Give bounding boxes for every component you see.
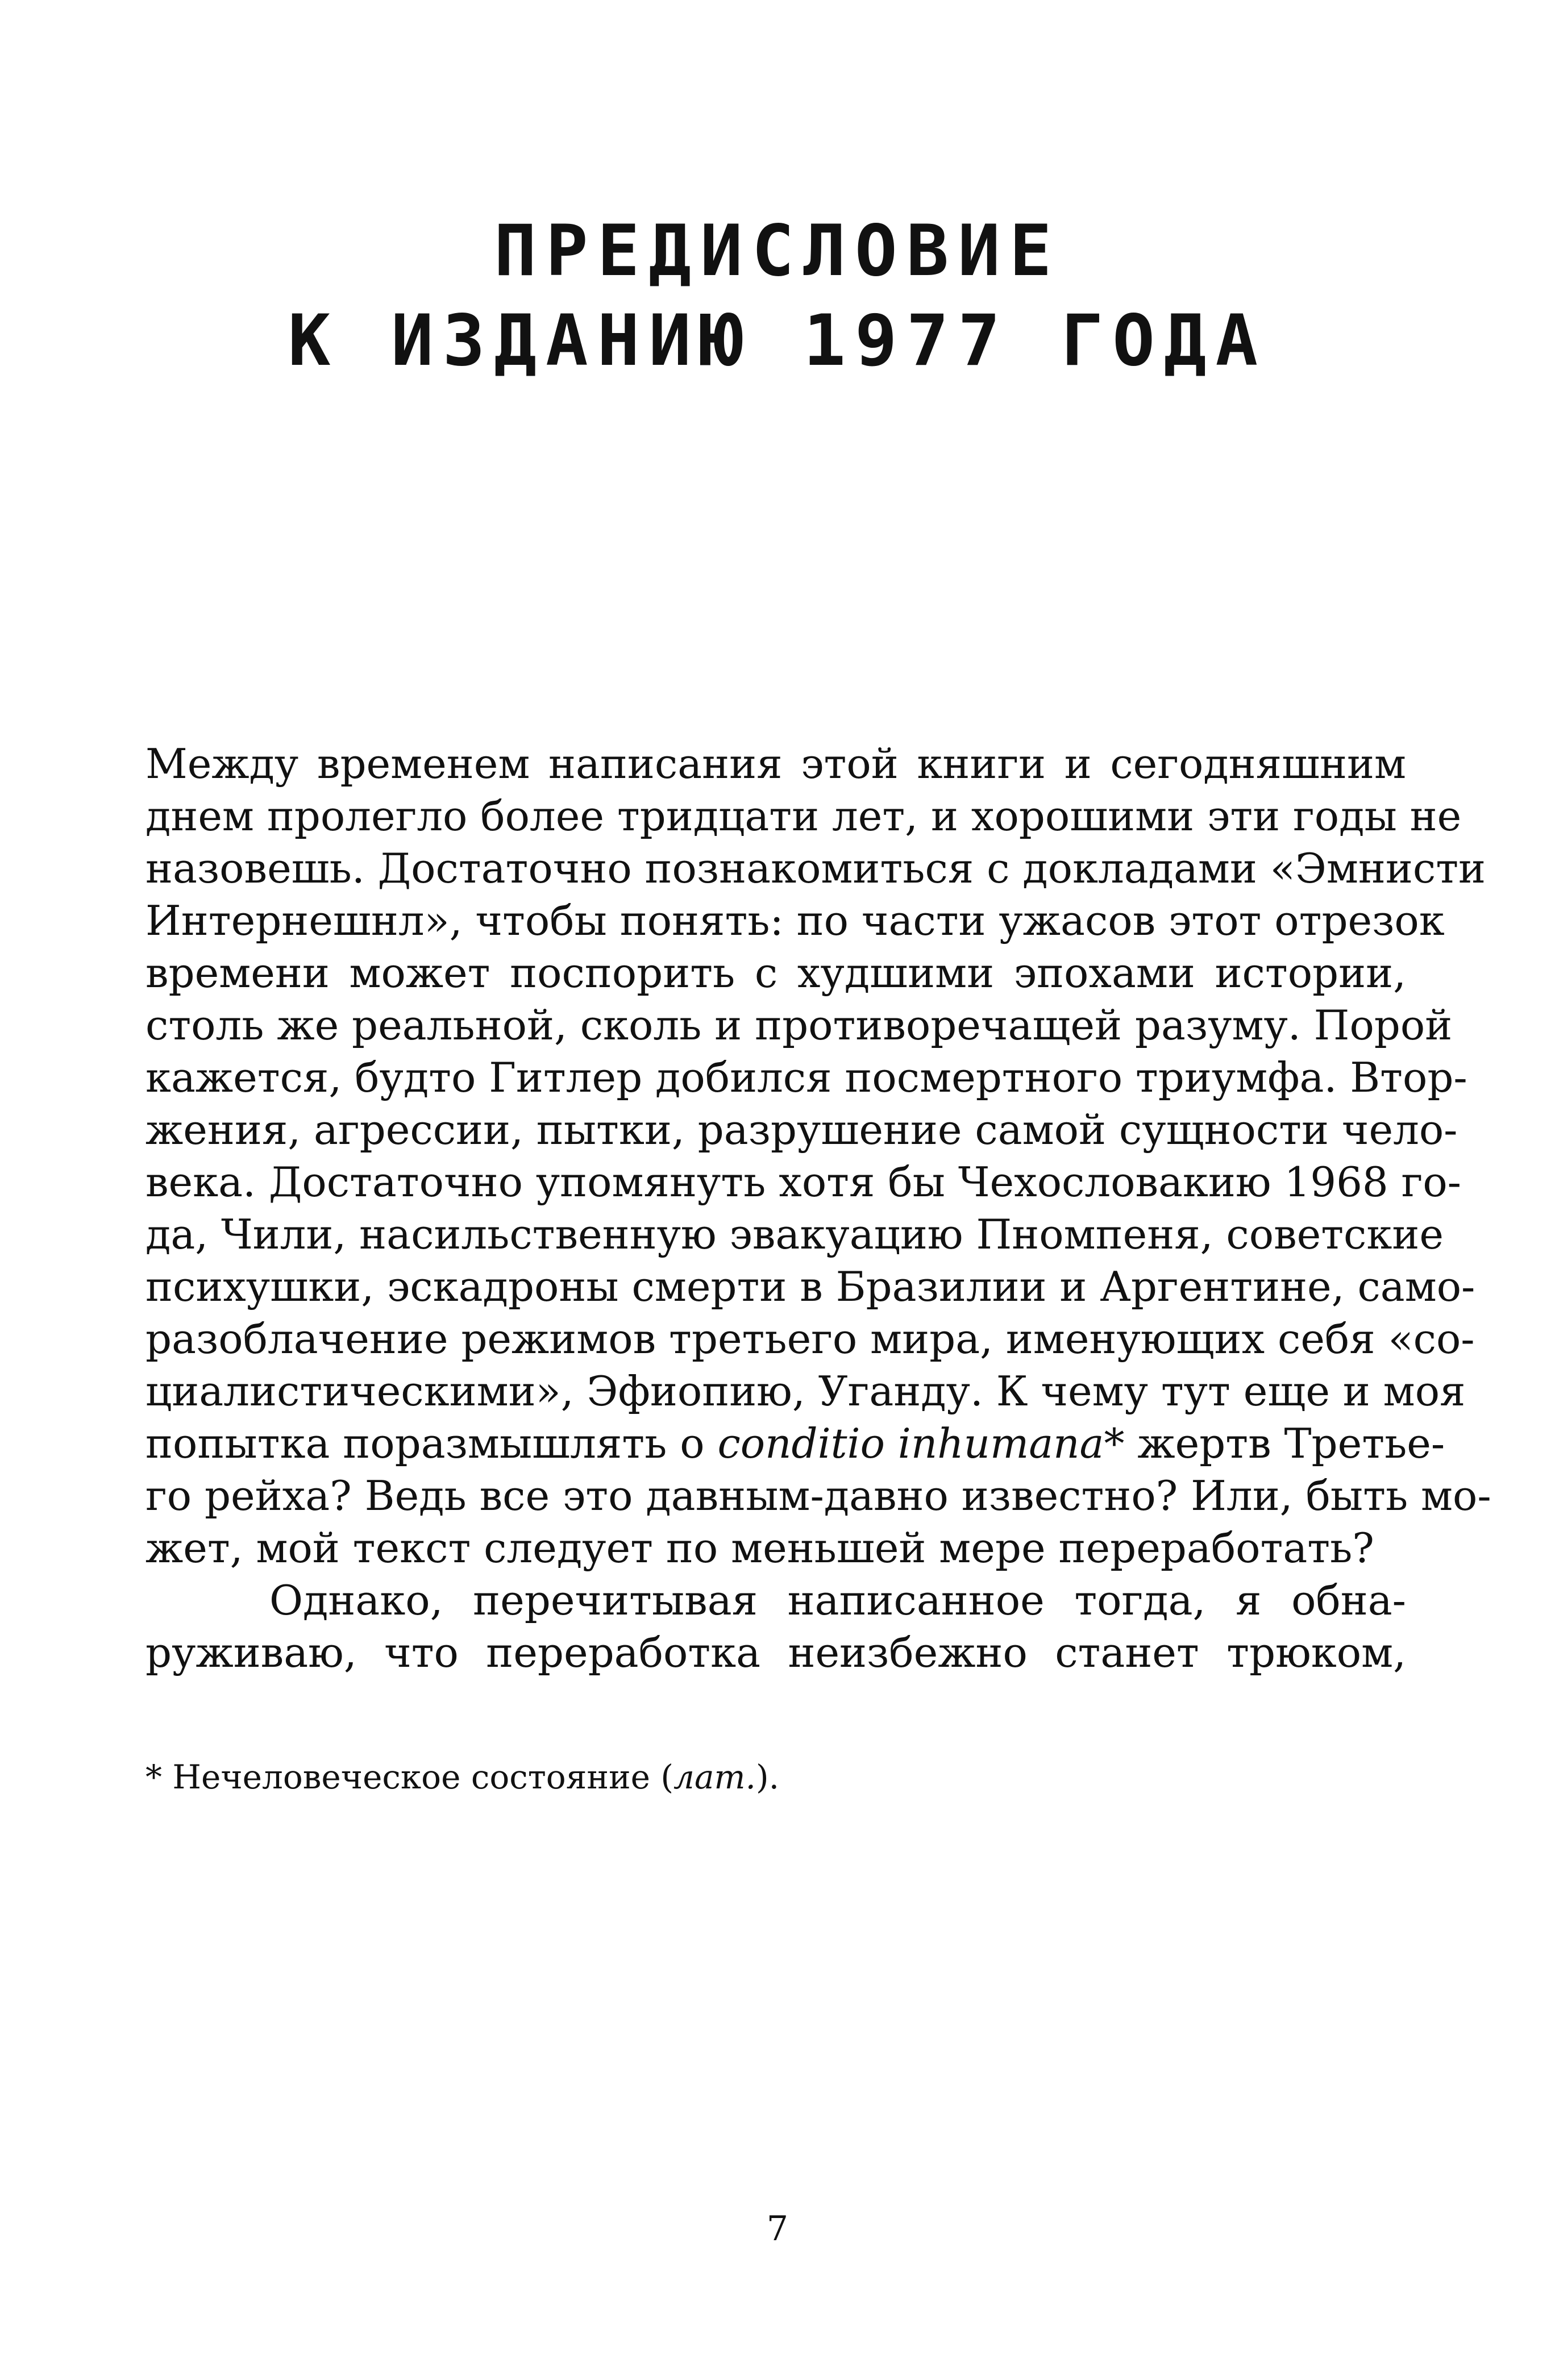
body-line-with-latin-term xyxy=(145,1420,1445,1467)
footnote-text-end: ). xyxy=(755,1758,780,1796)
chapter-title-line-2: К ИЗДАНИЮ 1977 ГОДА xyxy=(288,300,1267,382)
body-line: разоблачение режимов третьего мира, именующих себя «со- xyxy=(145,1315,1475,1363)
body-line: циалистическими», Эфиопию, Уганду. К чему тут еще и моя xyxy=(145,1367,1466,1415)
latin-term: conditio inhumana xyxy=(717,1420,1104,1467)
body-line: назовешь. Достаточно познакомиться с докладами «Эмнисти xyxy=(145,844,1486,892)
body-line: руживаю, что переработка неизбежно станет трюком, xyxy=(145,1629,1406,1676)
body-line-paragraph-start: Однако, перечитывая написанное тогда, я обна- xyxy=(269,1576,1406,1624)
body-text: * жертв Третье- xyxy=(1104,1420,1445,1467)
page-number: 7 xyxy=(766,2209,789,2249)
body-line: Интернешнл», чтобы понять: по части ужасов этот отрезок xyxy=(145,897,1445,944)
footnote-text: * Нечеловеческое состояние ( xyxy=(145,1758,674,1796)
body-line: столь же реальной, сколь и противоречащей разуму. Порой xyxy=(145,1001,1453,1049)
body-text: попытка поразмышлять о xyxy=(145,1420,718,1467)
chapter-title-line-1: ПРЕДИСЛОВИЕ xyxy=(494,210,1061,292)
body-line: жения, агрессии, пытки, разрушение самой сущности чело- xyxy=(145,1106,1458,1154)
body-line: психушки, эскадроны смерти в Бразилии и Аргентине, само- xyxy=(145,1263,1475,1310)
footnote-abbreviation: лат. xyxy=(673,1758,756,1796)
body-line: кажется, будто Гитлер добился посмертного триумфа. Втор- xyxy=(145,1054,1467,1101)
body-line: днем пролегло более тридцати лет, и хорошими эти годы не xyxy=(145,792,1462,840)
footnote xyxy=(145,1758,780,1796)
body-line: Между временем написания этой книги и сегодняшним xyxy=(145,740,1406,788)
body-line: века. Достаточно упомянуть хотя бы Чехословакию 1968 го- xyxy=(145,1158,1462,1206)
body-line: го рейха? Ведь все это давным-давно известно? Или, быть мо- xyxy=(145,1472,1491,1520)
body-line-paragraph-end: жет, мой текст следует по меньшей мере переработать? xyxy=(145,1524,1374,1572)
body-line: времени может поспорить с худшими эпохами истории, xyxy=(145,949,1406,997)
body-line: да, Чили, насильственную эвакуацию Пномпеня, советские xyxy=(145,1210,1444,1258)
